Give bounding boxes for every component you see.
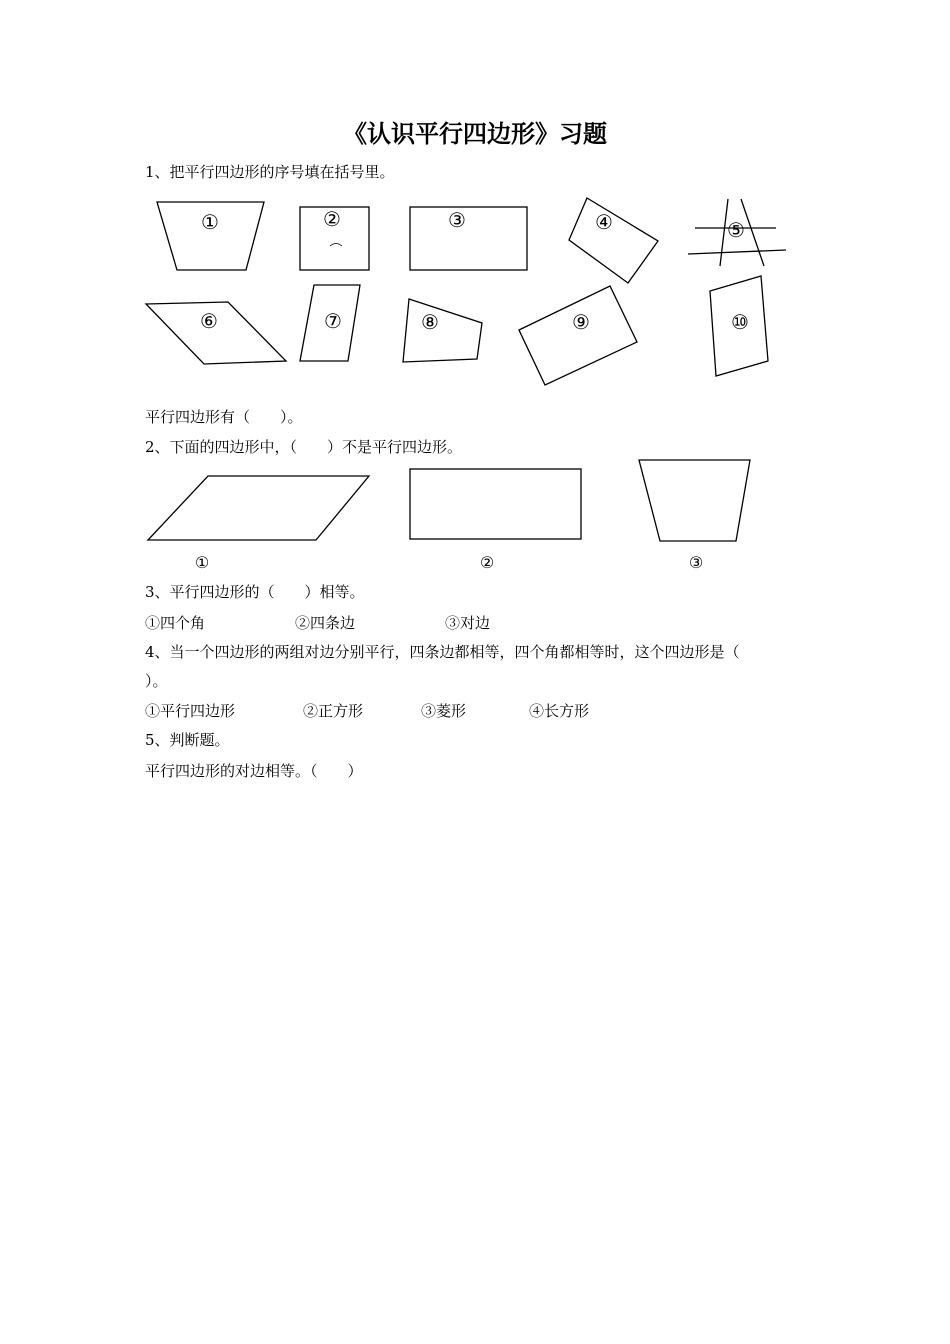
q1-label-10: ⑩ xyxy=(731,310,749,334)
q1-label-5: ⑤ xyxy=(727,218,745,242)
q1-label-6: ⑥ xyxy=(200,309,218,333)
q5-statement: 平行四边形的对边相等。（ ） xyxy=(145,762,363,780)
q3-option-3: ③对边 xyxy=(445,614,491,632)
q1-label-2: ② xyxy=(323,207,341,231)
q1-prompt: 1、把平行四边形的序号填在括号里。 xyxy=(145,163,395,181)
q2-shape-2 xyxy=(410,469,581,539)
q5-prompt: 5、判断题。 xyxy=(145,731,230,749)
q4-prompt-line2: ）。 xyxy=(145,672,168,690)
q3-option-2: ②四条边 xyxy=(295,614,356,632)
q4-option-3: ③菱形 xyxy=(421,702,467,720)
q2-prompt: 2、下面的四边形中，（ ）不是平行四边形。 xyxy=(145,438,463,456)
q1-shape-4 xyxy=(569,198,658,283)
q3-prompt: 3、平行四边形的（ ）相等。 xyxy=(145,583,365,601)
q1-shape-8 xyxy=(403,299,482,362)
q1-label-3: ③ xyxy=(448,208,466,232)
q2-shape-1 xyxy=(148,476,369,540)
q4-prompt-line1: 4、当一个四边形的两组对边分别平行，四条边都相等，四个角都相等时，这个四边形是（ xyxy=(145,643,740,661)
q1-label-1: ① xyxy=(201,210,219,234)
q1-answer-line: 平行四边形有（ ）。 xyxy=(145,408,303,426)
q4-option-2: ②正方形 xyxy=(303,702,364,720)
q1-shape-2-mark xyxy=(330,244,342,247)
q1-shape-3 xyxy=(410,207,527,270)
page-title: 《认识平行四边形》习题 xyxy=(343,120,607,148)
q1-label-8: ⑧ xyxy=(421,310,439,334)
q4-option-4: ④长方形 xyxy=(529,702,590,720)
q1-shape-5-line-d xyxy=(688,250,786,254)
q2-shape-3 xyxy=(639,460,750,541)
q2-label-1: ① xyxy=(194,553,210,572)
q2-label-3: ③ xyxy=(688,553,704,572)
q1-label-7: ⑦ xyxy=(324,309,342,333)
q4-option-1: ①平行四边形 xyxy=(145,702,236,720)
q1-label-9: ⑨ xyxy=(572,310,590,334)
q1-shape-9 xyxy=(519,286,637,385)
q2-label-2: ② xyxy=(479,553,495,572)
q1-label-4: ④ xyxy=(595,210,613,234)
q3-option-1: ①四个角 xyxy=(145,614,206,632)
